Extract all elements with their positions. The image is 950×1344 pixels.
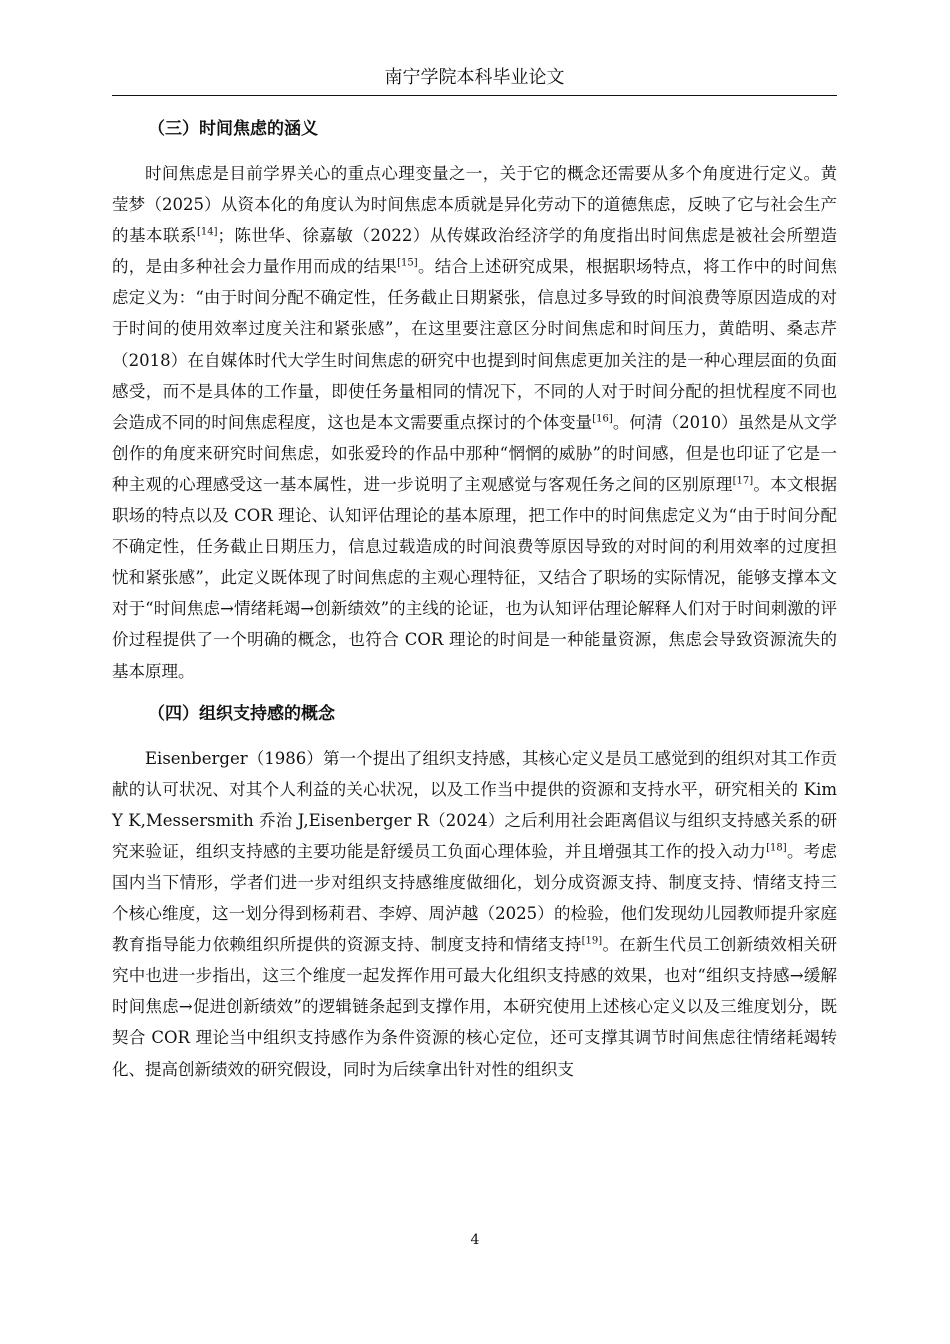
text-run: 。本文根据职场的特点以及 COR 理论、认知评估理论的基本原理，把工作中的时间焦虑定义为“由于时间分配不确定性，任务截止日期压力，信息过载造成的时间浪费等原因导致的对时间的利用效率的过度担忧和紧张感”，此定义既体现了时间焦虑的主观心理特征，又结合了职场的实际情况，能够支撑本文对于“时间焦虑→情绪耗竭→创新绩效”的主线的论证，也为认知评估理论解释人们对于时间刺激的评价过程提供了一个明确的概念，也符合 COR 理论的时间是一种能量资源，焦虑会导致资源流失的基本原理。 [112, 474, 838, 681]
header-rule [112, 95, 837, 96]
paragraph-organizational-support [112, 743, 837, 1085]
citation-ref: [18] [766, 842, 787, 854]
page-body [112, 114, 837, 1097]
paragraph-time-anxiety [112, 158, 837, 687]
citation-ref: [19] [581, 935, 603, 947]
text-run: Eisenberger（1986）第一个提出了组织支持感，其核心定义是员工感觉到的组织对其工作贡献的认可状况、对其个人利益的关心状况，以及工作当中提供的资源和支持水平，研究相关的 Kim Y K,Messersmith 乔治 J,Eisenberger R（2024）之后利用社会距离倡议与组织支持感关系的研究来验证，组织支持感的主要功能是舒缓员工负面心理体验，并且增强其工作的投入动力 [112, 748, 837, 861]
section-heading-time-anxiety: （三）时间焦虑的涵义 [148, 119, 318, 139]
page-number: 4 [470, 1232, 480, 1248]
text-run: ；陈世华、徐嘉敏（2022）从传媒政治经济学的角度指出时间焦虑是被社会所塑造的，是由多种社会力量作用而成的结果 [112, 226, 837, 277]
citation-ref: [16] [592, 413, 613, 425]
text-run: 。考虑国内当下情形，学者们进一步对组织支持感维度做细化，划分成资源支持、制度支持、情绪支持三个核心维度，这一划分得到杨莉君、李婷、周泸越（2025）的检验，他们发现幼儿园教师提升家庭教育指导能力依赖组织所提供的资源支持、制度支持和情绪支持 [112, 841, 838, 955]
citation-ref: [15] [397, 257, 418, 269]
section-heading-organizational-support: （四）组织支持感的概念 [148, 703, 335, 724]
text-run: 。结合上述研究成果，根据职场特点，将工作中的时间焦虑定义为：“由于时间分配不确定性，任务截止日期紧张，信息过多导致的时间浪费等原因造成的对于时间的使用效率过度关注和紧张感”，在这里要注意区分时间焦虑和时间压力，黄皓明、桑志芹（2018）在自媒体时代大学生时间焦虑的研究中也提到时间焦虑更加关注的是一种心理层面的负面感受，而不是具体的工作量，即使任务量相同的情况下，不同的人对于时间分配的担忧程度不同也会造成不同的时间焦虑程度，这也是本文需要重点探讨的个体变量 [112, 257, 838, 432]
citation-ref: [17] [732, 475, 754, 487]
citation-ref: [14] [196, 226, 218, 238]
running-header: 南宁学院本科毕业论文 [384, 67, 565, 88]
text-run: 时间焦虑是目前学界关心的重点心理变量之一，关于它的概念还需要从多个角度进行定义。黄莹梦（2025）从资本化的角度认为时间焦虑本质就是异化劳动下的道德焦虑，反映了它与社会生产的基本联系 [112, 164, 837, 246]
text-run: 。何清（2010）虽然是从文学创作的角度来研究时间焦虑，如张爱玲的作品中那种“惘惘的威胁”的时间感，但是也印证了它是一种主观的心理感受这一基本属性，进一步说明了主观感觉与客观任务之间的区别原理 [112, 412, 837, 494]
text-run: 。在新生代员工创新绩效相关研究中也进一步指出，这三个维度一起发挥作用可最大化组织支持感的效果，也对“组织支持感→缓解时间焦虑→促进创新绩效”的逻辑链条起到支撑作用，本研究使用上述核心定义以及三维度划分，既契合 COR 理论当中组织支持感作为条件资源的核心定位，还可支撑其调节时间焦虑往情绪耗竭转化、提高创新绩效的研究假设，同时为后续拿出针对性的组织支 [112, 935, 838, 1079]
